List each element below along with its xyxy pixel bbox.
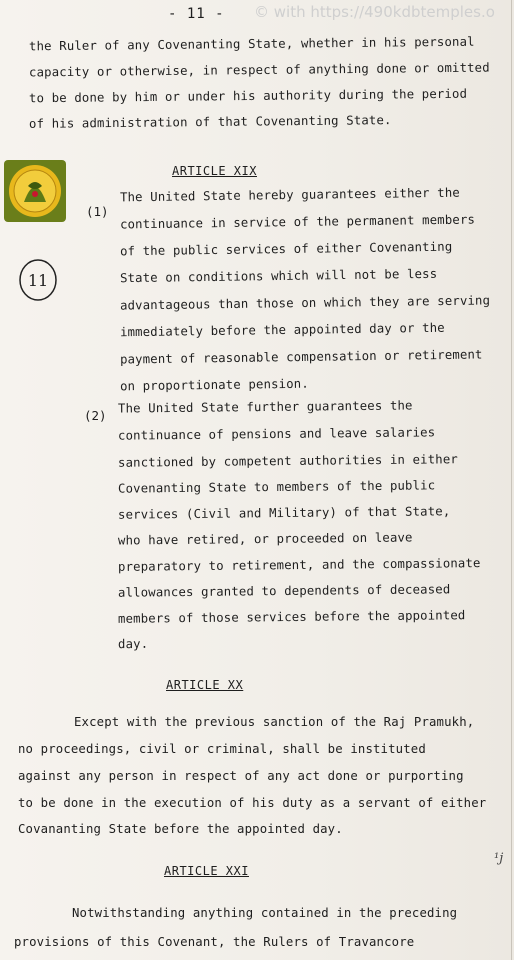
clause-2-line: members of those services before the appointed (117, 608, 466, 626)
clause-1-line: on proportionate pension. (119, 376, 309, 394)
article-20-line: Except with the previous sanction of the Raj Pramukh, (74, 715, 475, 729)
clause-1-line: of the public services of either Covenanting (119, 239, 453, 259)
intro-line: the Ruler of any Covenanting State, whether in his personal (28, 34, 475, 54)
article-21-line: Notwithstanding anything contained in the preceding (72, 906, 458, 920)
clause-1-line: continuance in service of the permanent members (119, 212, 476, 232)
clause-1-line: payment of reasonable compensation or retirement (119, 347, 483, 367)
clause-1-line: advantageous than those on which they are serving (119, 293, 491, 313)
clause-1-line: The United State hereby guarantees either the (119, 185, 460, 205)
watermark-text: © with https://490kdbtemples.o (254, 3, 495, 21)
page-number: - 11 - (168, 6, 225, 22)
clause-1-line: State on conditions which will not be less (119, 266, 438, 286)
article-19-heading: ARTICLE XIX (172, 164, 257, 178)
circled-number: 11 (27, 271, 49, 290)
article-20-line: against any person in respect of any act done or purporting (18, 769, 464, 783)
clause-1-line: immediately before the appointed day or the (119, 320, 445, 340)
article-21-heading: ARTICLE XXI (164, 864, 249, 878)
intro-line: capacity or otherwise, in respect of anything done or omitted (28, 60, 490, 80)
clause-2-line: sanctioned by competent authorities in either (117, 452, 458, 470)
article-21-line: provisions of this Covenant, the Rulers of Travancore (14, 935, 415, 949)
article-20-line: to be done in the execution of his duty as a servant of either (18, 796, 487, 810)
clause-2-line: services (Civil and Military) of that State, (117, 504, 451, 522)
margin-mark: ¹j (494, 851, 504, 866)
clause-2-line: The United State further guarantees the (117, 398, 413, 416)
clause-2-line: preparatory to retirement, and the compassionate (117, 556, 481, 574)
clause-2-line: allowances granted to dependents of deceased (117, 582, 451, 600)
temple-emblem-logo (4, 160, 66, 222)
article-20-line: no proceedings, civil or criminal, shall be instituted (18, 742, 426, 756)
clause-2-label: (2) (84, 408, 107, 423)
clause-2-line: who have retired, or proceeded on leave (117, 530, 413, 548)
clause-2-line: continuance of pensions and leave salaries (117, 425, 436, 443)
clause-1-label: (1) (86, 204, 109, 219)
intro-line: to be done by him or under his authority during the period (28, 86, 468, 106)
intro-line: of his administration of that Covenanting State. (28, 113, 392, 131)
clause-2-line: Covenanting State to members of the public (117, 478, 436, 496)
page-edge-line (511, 0, 512, 960)
clause-2-line: day. (117, 636, 149, 652)
article-20-line: Covananting State before the appointed day. (18, 822, 343, 836)
article-20-heading: ARTICLE XX (166, 678, 244, 692)
handwritten-circle-annotation (17, 257, 59, 303)
